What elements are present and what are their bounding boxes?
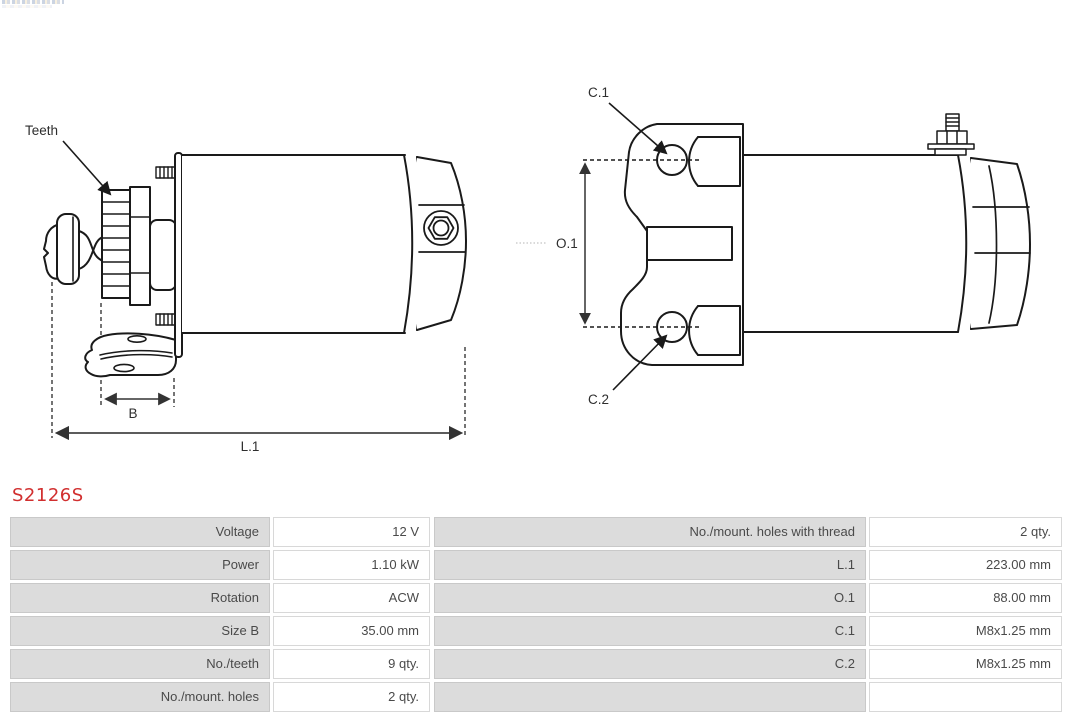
teeth-label: Teeth xyxy=(25,123,59,138)
spec-value-c1: M8x1.25 mm xyxy=(869,616,1062,646)
spec-table-left xyxy=(10,517,430,712)
spec-label-mount-holes-thread: No./mount. holes with thread xyxy=(434,517,866,547)
teeth-callout xyxy=(25,123,110,194)
spec-value-empty xyxy=(869,682,1062,712)
mounting-plate xyxy=(175,153,182,357)
dimension-l1-label: L.1 xyxy=(240,439,260,454)
motor-body xyxy=(182,155,405,333)
spec-value-voltage: 12 V xyxy=(273,517,430,547)
rear-end-cap xyxy=(971,158,1030,329)
spec-label-power: Power xyxy=(10,550,270,580)
pinion-gear xyxy=(102,190,130,298)
c1-callout xyxy=(588,85,666,153)
side-view-motor xyxy=(44,153,466,376)
spec-label-rotation: Rotation xyxy=(10,583,270,613)
spec-label-o1: O.1 xyxy=(434,583,866,613)
c2-label: C.2 xyxy=(588,392,610,407)
c1-label: C.1 xyxy=(588,85,610,100)
dimension-l1 xyxy=(57,433,461,454)
part-number-title: S2126S xyxy=(12,485,84,506)
spec-value-power: 1.10 kW xyxy=(273,550,430,580)
spec-label-voltage: Voltage xyxy=(10,517,270,547)
spec-label-c2: C.2 xyxy=(434,649,866,679)
spec-label-mount-holes: No./mount. holes xyxy=(10,682,270,712)
dimension-b xyxy=(106,399,169,421)
spec-label-l1: L.1 xyxy=(434,550,866,580)
mounting-bracket xyxy=(85,333,176,376)
spec-value-no-teeth: 9 qty. xyxy=(273,649,430,679)
spec-value-rotation: ACW xyxy=(273,583,430,613)
clutch-cap xyxy=(57,214,79,284)
spec-value-mount-holes: 2 qty. xyxy=(273,682,430,712)
spec-value-c2: M8x1.25 mm xyxy=(869,649,1062,679)
dimension-o1-label: O.1 xyxy=(556,236,578,251)
spec-label-c1: C.1 xyxy=(434,616,866,646)
dimension-b-label: B xyxy=(128,406,138,421)
spec-table-right xyxy=(434,517,1062,712)
terminal-bolt xyxy=(928,114,974,155)
spec-label-no-teeth: No./teeth xyxy=(10,649,270,679)
spec-value-o1: 88.00 mm xyxy=(869,583,1062,613)
spec-label-empty xyxy=(434,682,866,712)
thru-bolt-hex xyxy=(424,211,458,245)
spec-value-l1: 223.00 mm xyxy=(869,550,1062,580)
spec-value-size-b: 35.00 mm xyxy=(273,616,430,646)
spec-label-size-b: Size B xyxy=(10,616,270,646)
spec-value-mount-holes-thread: 2 qty. xyxy=(869,517,1062,547)
